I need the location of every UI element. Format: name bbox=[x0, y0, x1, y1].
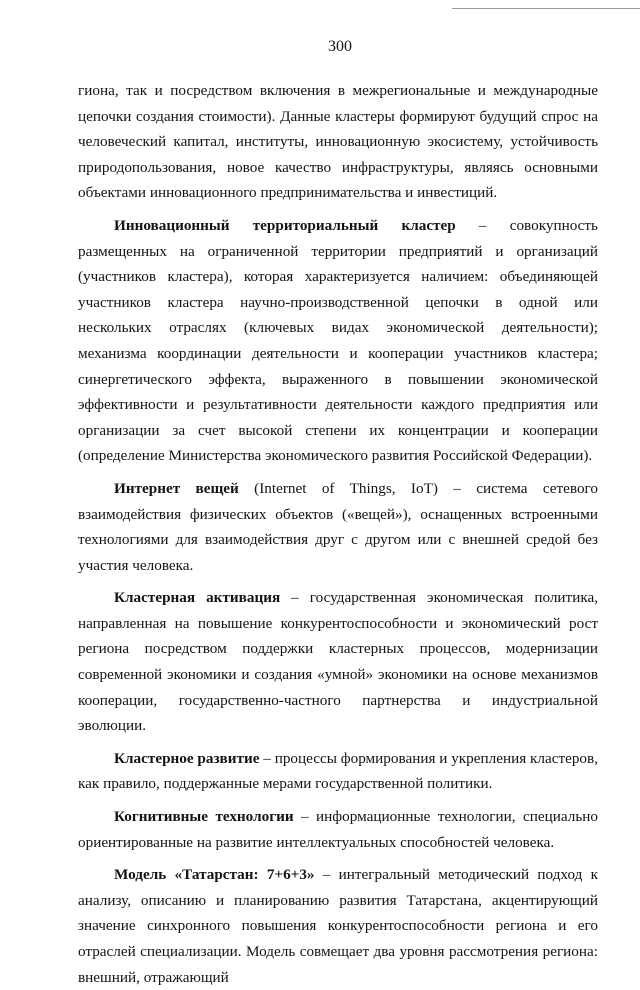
document-body bbox=[78, 78, 598, 990]
definition-text: – интегральный методический подход к анализу, описанию и планированию развития Татарстана, акцентирующий значение синхронного повышения конкурентоспособности региона и его отраслей специализации. Модель совмещает два уровня рассмотрения региона: внешний, отражающий bbox=[78, 866, 598, 986]
paragraph-continuation bbox=[78, 78, 598, 206]
definition-cluster-activation bbox=[78, 585, 598, 739]
term: Модель «Татарстан: 7+6+3» bbox=[114, 866, 315, 884]
definition-text: (Internet of Things, IoT) – система сетевого взаимодействия физических объектов («вещей»), оснащенных встроенными технологиями для взаимодействия друг с другом или с внешней средой без участия человека. bbox=[78, 479, 599, 574]
definition-internet-of-things bbox=[78, 476, 598, 578]
term: Кластерная активация bbox=[114, 589, 281, 607]
term: Интернет вещей bbox=[114, 479, 239, 497]
definition-text: – государственная экономическая политика, направленная на повышение конкурентоспособности и экономический рост региона посредством поддержки кластерных процессов, модернизации современной экономики и создания «умной» экономики на основе механизмов кооперации, государственно-частного партнерства и индустриальной эволюции. bbox=[78, 589, 599, 735]
term: Инновационный территориальный кластер bbox=[114, 216, 456, 234]
paragraph-text: гиона, так и посредством включения в межрегиональные и международные цепочки создания стоимости). Данные кластеры формируют будущий спрос на человеческий капитал, институты, инновационную экосистему, устойчивость природопользования, новое качество инфраструктуры, являясь основными объектами инновационного предпринимательства и инвестиций. bbox=[78, 82, 598, 202]
definition-text: – совокупность размещенных на ограниченной территории предприятий и организаций (участников кластера), которая характеризуется наличием: объединяющей участников кластера научно-производственной цепочки в одной или нескольких отраслях (ключевых видах экономической деятельности); механизма координации деятельности и кооперации участников кластера; синергетического эффекта, выраженного в повышении экономической эффективности и результативности деятельности каждого предприятия или организации за счет высокой степени их концентрации и кооперации (определение Министерства экономического развития Российской Федерации). bbox=[78, 216, 598, 465]
top-rule bbox=[452, 8, 640, 9]
definition-text: – информационные технологии, специально ориентированные на развитие интеллектуальных способностей человека. bbox=[78, 808, 598, 851]
term: Кластерное развитие bbox=[114, 749, 260, 767]
definition-cognitive-technologies bbox=[78, 804, 598, 855]
definition-tatarstan-model bbox=[78, 862, 598, 990]
term: Когнитивные технологии bbox=[114, 808, 294, 826]
page-number: 300 bbox=[328, 38, 352, 55]
definition-cluster-development bbox=[78, 746, 598, 797]
definition-text: – процессы формирования и укрепления кластеров, как правило, поддержанные мерами государственной политики. bbox=[78, 749, 598, 793]
definition-innovative-territorial-cluster bbox=[78, 213, 598, 469]
